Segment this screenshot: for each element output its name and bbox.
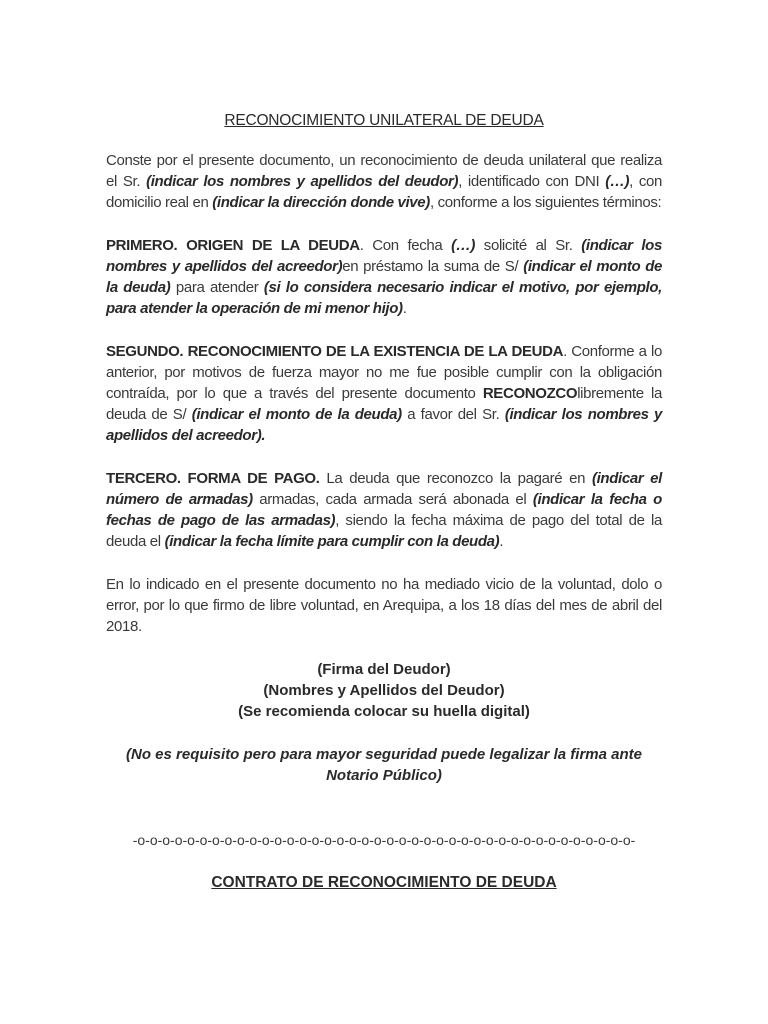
tercero-placeholder-installments: (indicar el número de armadas) (106, 470, 662, 508)
primero-text-5: . (402, 300, 407, 317)
primero-text-2: solicité al Sr. (475, 237, 582, 254)
document-title: RECONOCIMIENTO UNILATERAL DE DEUDA (224, 112, 544, 129)
primero-placeholder-amount: (indicar el monto de la deuda) (106, 258, 662, 296)
intro-paragraph (106, 150, 662, 213)
section-separator: -o-o-o-o-o-o-o-o-o-o-o-o-o-o-o-o-o-o-o-o-o-o-o-o-o-o-o-o-o-o-o-o-o-o-o-o-o-o-o-o- (132, 832, 636, 848)
intro-placeholder-address: (indicar la dirección donde vive) (212, 194, 430, 211)
intro-placeholder-dni: (…) (605, 173, 630, 190)
primero-placeholder-reason: (si lo considera necesario indicar el motivo, por ejemplo, para atender la operación de mi menor hijo) (106, 279, 662, 317)
primero-text-3: en préstamo la suma de S/ (342, 258, 524, 275)
segundo-text-2: libremente la deuda de S/ (106, 385, 662, 423)
primero-placeholder-creditor: (indicar los nombres y apellidos del acreedor) (106, 237, 662, 275)
segundo-text-1: . Conforme a lo anterior, por motivos de fuerza mayor no me fue posible cumplir con la obligación contraída, por lo que a través del presente documento (106, 343, 662, 402)
signature-block (106, 659, 662, 722)
clause-segundo (106, 341, 662, 446)
tercero-placeholder-deadline: (indicar la fecha límite para cumplir con la deuda) (164, 533, 500, 550)
clause-tercero (106, 468, 662, 552)
segundo-placeholder-amount: (indicar el monto de la deuda) (191, 406, 402, 423)
segundo-placeholder-creditor: (indicar los nombres y apellidos del acreedor). (106, 406, 663, 444)
segundo-text-3: a favor del Sr. (401, 406, 505, 423)
signature-line-firma: (Firma del Deudor) (317, 661, 451, 678)
intro-text-2: , identificado con DNI (458, 173, 606, 190)
tercero-text-2: armadas, cada armada será abonada el (252, 491, 533, 508)
tercero-placeholder-payment-dates: (indicar la fecha o fechas de pago de las armadas) (106, 491, 662, 529)
notary-note: (No es requisito pero para mayor seguridad puede legalizar la firma ante Notario Público) (126, 746, 642, 784)
tercero-text-3: , siendo la fecha máxima de pago del total de la deuda el (106, 512, 662, 550)
intro-text-4: , conforme a los siguientes términos: (429, 194, 662, 211)
tercero-text-4: . (499, 533, 504, 550)
clause-tercero-heading: TERCERO. FORMA DE PAGO. (106, 470, 320, 487)
closing-paragraph: En lo indicado en el presente documento no ha mediado vicio de la voluntad, dolo o error, por lo que firmo de libre voluntad, en Arequipa, a los 18 días del mes de abril del 2018. (106, 576, 662, 635)
signature-line-huella: (Se recomienda colocar su huella digital) (238, 703, 530, 720)
intro-placeholder-debtor-name: (indicar los nombres y apellidos del deudor) (146, 173, 459, 190)
primero-text-4: para atender (170, 279, 264, 296)
tercero-text-1: La deuda que reconozco la pagaré en (319, 470, 592, 487)
clause-primero-heading: PRIMERO. ORIGEN DE LA DEUDA (106, 237, 360, 254)
contract-title: CONTRATO DE RECONOCIMIENTO DE DEUDA (211, 874, 557, 891)
intro-text-1: Conste por el presente documento, un reconocimiento de deuda unilateral que realiza el Sr. (106, 152, 662, 190)
primero-placeholder-date: (…) (451, 237, 476, 254)
clause-segundo-heading: SEGUNDO. RECONOCIMIENTO DE LA EXISTENCIA DE LA DEUDA (106, 343, 564, 360)
primero-text-1: . Con fecha (359, 237, 452, 254)
segundo-reconozco: RECONOZCO (482, 385, 578, 402)
signature-line-nombres: (Nombres y Apellidos del Deudor) (263, 682, 505, 699)
intro-text-3: , con domicilio real en (106, 173, 662, 211)
clause-primero (106, 235, 662, 319)
